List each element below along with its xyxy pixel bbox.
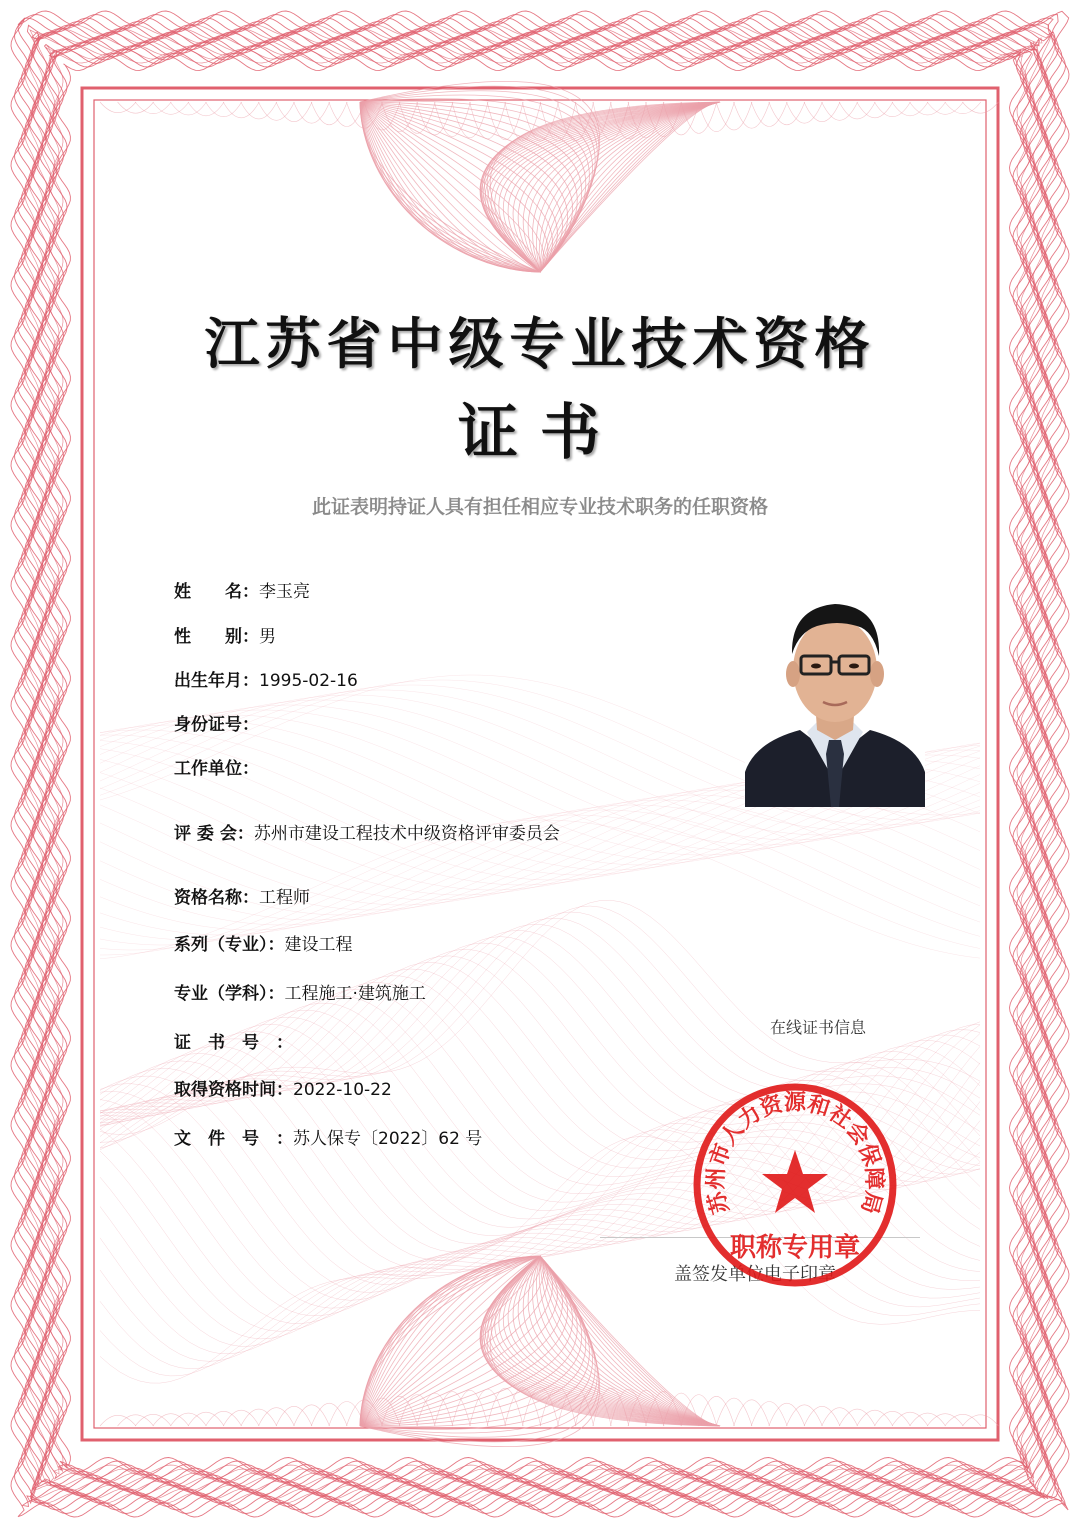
field-qualification-value: 工程师	[259, 888, 310, 908]
field-committee-label: 评 委 会：	[174, 824, 254, 844]
field-specialty-value: 工程施工·建筑施工	[284, 984, 426, 1004]
field-name-label: 姓 名：	[174, 582, 259, 602]
field-specialty	[174, 982, 426, 1006]
field-gender	[174, 625, 276, 649]
field-committee-value: 苏州市建设工程技术中级资格评审委员会	[253, 824, 560, 844]
field-qualification	[174, 886, 310, 910]
field-birth-value: 1995-02-16	[259, 671, 358, 691]
field-cert-number-label: 证 书 号 ：	[174, 1033, 293, 1053]
certificate-title-suffix: 证书	[458, 398, 622, 468]
field-id-number	[174, 713, 259, 737]
field-gender-value: 男	[259, 627, 276, 647]
field-obtain-date-value: 2022-10-22	[293, 1080, 392, 1100]
field-work-unit	[174, 757, 259, 781]
field-name	[174, 580, 310, 604]
field-committee	[174, 822, 574, 846]
field-specialty-label: 专业（学科）：	[174, 984, 285, 1004]
certificate-title: 江苏省中级专业技术资格	[204, 311, 876, 376]
field-work-unit-label: 工作单位：	[174, 759, 259, 779]
field-qualification-label: 资格名称：	[174, 888, 259, 908]
field-gender-label: 性 别：	[174, 627, 259, 647]
field-document-number-label: 文 件 号 ：	[174, 1129, 293, 1149]
field-obtain-date-label: 取得资格时间：	[174, 1080, 293, 1100]
field-document-number	[174, 1127, 482, 1151]
field-series	[174, 933, 353, 957]
holder-photo	[745, 582, 925, 807]
seal-star-icon	[762, 1150, 828, 1213]
online-certificate-info: 在线证书信息	[770, 1018, 867, 1037]
field-name-value: 李玉亮	[259, 582, 310, 602]
field-id-number-label: 身份证号：	[174, 715, 259, 735]
field-series-label: 系列（专业）：	[174, 935, 285, 955]
certificate-subtitle: 此证表明持证人具有担任相应专业技术职务的任职资格	[311, 496, 768, 518]
official-seal	[690, 1080, 900, 1290]
field-birth	[174, 669, 358, 693]
issuer-seal-caption: 盖签发单位电子印章	[674, 1264, 836, 1285]
field-series-value: 建设工程	[284, 935, 353, 955]
field-document-number-value: 苏人保专〔2022〕62 号	[293, 1129, 483, 1149]
field-cert-number	[174, 1031, 293, 1055]
seal-outer-text: 苏州市人力资源和社会保障局	[702, 1089, 888, 1217]
field-obtain-date	[174, 1078, 392, 1102]
seal-inner-text: 职称专用章	[729, 1233, 861, 1263]
field-birth-label: 出生年月：	[174, 671, 259, 691]
